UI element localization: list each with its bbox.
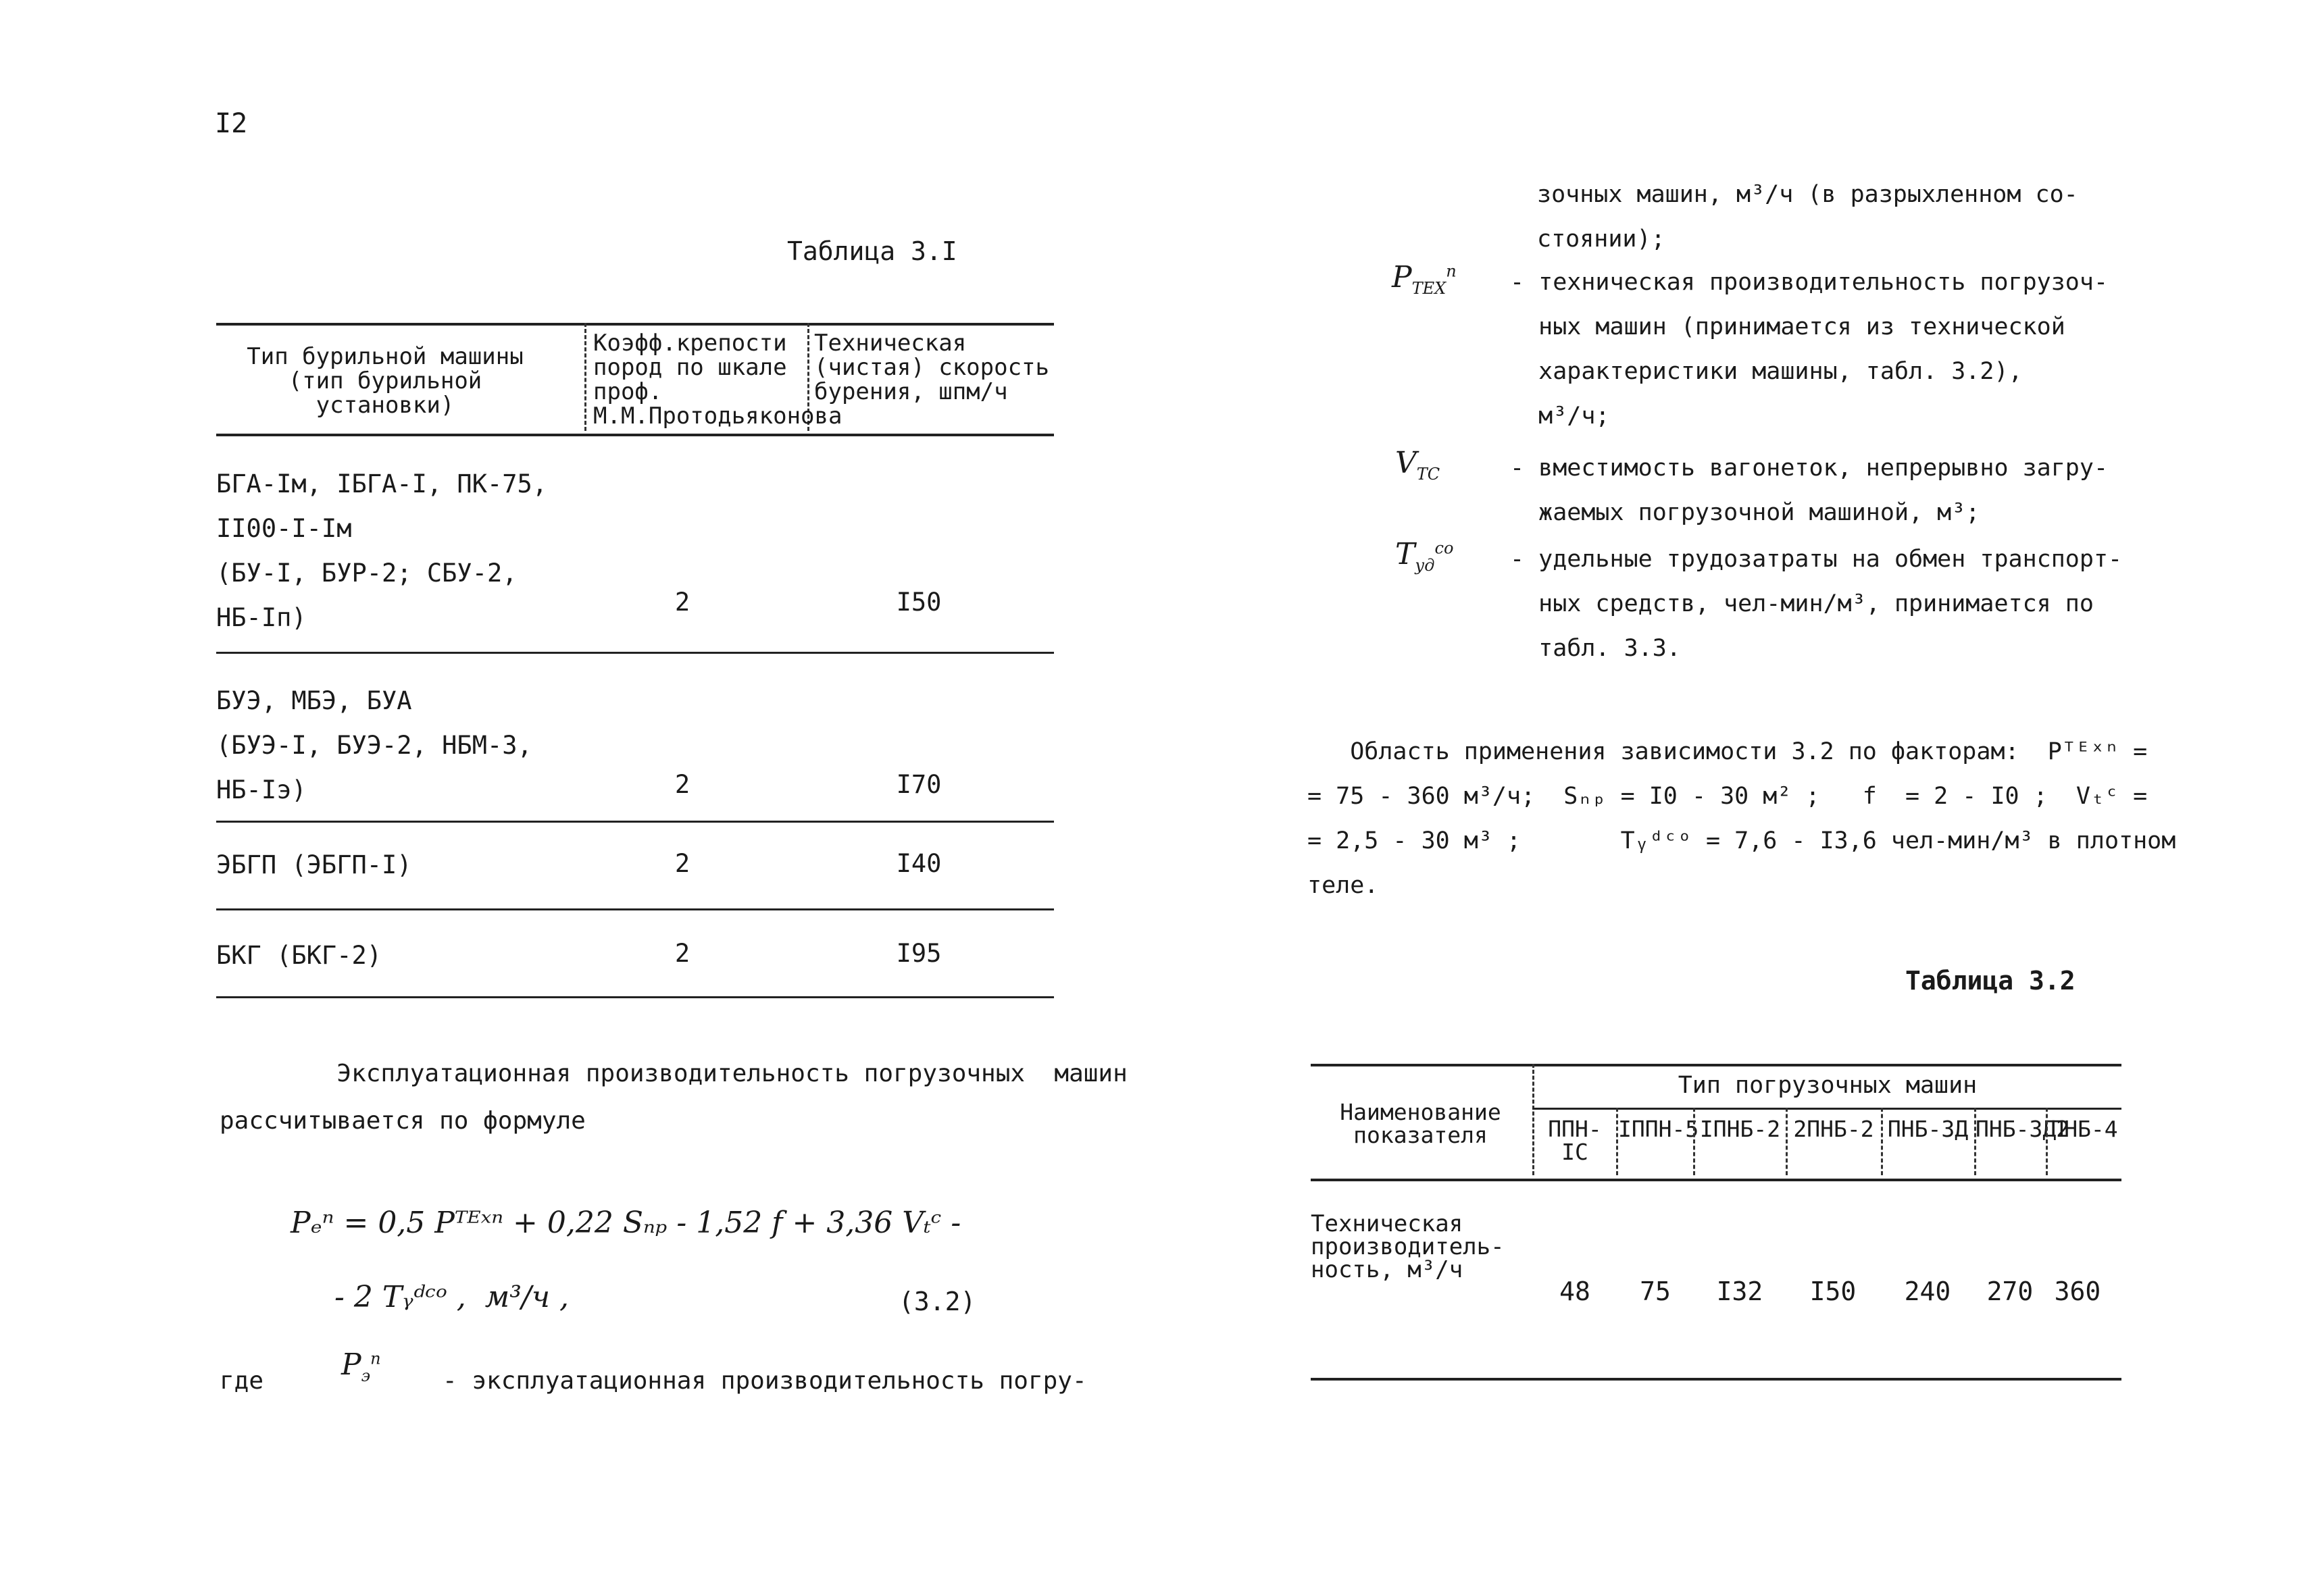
row-divider [216, 652, 1054, 654]
row-header: Наименование показателя [1340, 1099, 1501, 1148]
table-cell-speed: I50 [896, 588, 942, 617]
where-definition: - эксплуатационная производительность погру- [443, 1367, 1087, 1395]
table-cell-coef: 2 [674, 588, 690, 617]
definition-vtc: - вместимость вагонеток, непрерывно загру- жаемых погрузочной машиной, м³; [1510, 455, 2109, 526]
column-divider [1616, 1108, 1618, 1175]
table-cell-value: I32 [1716, 1277, 1763, 1306]
table-cell-speed: I95 [896, 939, 942, 968]
symbol-tud: $T_{уд}^{со}$ [1395, 537, 1454, 575]
column-divider [1693, 1108, 1695, 1175]
row-divider [216, 821, 1054, 823]
machine-header: ПНБ-3Д2 [1976, 1116, 2070, 1142]
column-divider [1786, 1108, 1788, 1175]
table-row-name: ЭБГП (ЭБГП-I) [216, 850, 412, 879]
table-cell-value: 48 [1559, 1277, 1590, 1306]
table-3-2-caption: Таблица 3.2 [1905, 966, 2076, 996]
page-number: I2 [215, 108, 248, 139]
definition-tud: - удельные трудозатраты на обмен транспорт- ных средств, чел-мин/м³, принимается по табл. 3.3. [1510, 546, 2123, 662]
scope-paragraph: Область применения зависимости 3.2 по факторам: Pᵀᴱˣⁿ = = 75 - 360 м³/ч; Sₙₚ = I0 - 30 м² ; f = 2 - I0 ; Vₜᶜ = = 2,5 - 30 м³ ; Tᵧᵈᶜᵒ = 7,6 - I3,6 чел-мин/м³ в плотном теле. [1307, 738, 2176, 899]
row-divider [216, 908, 1054, 910]
group-header: Тип погрузочных машин [1678, 1072, 1978, 1099]
table-row-name: БГА-Iм, IБГА-I, ПК-75, II00-I-Iм (БУ-I, БУР-2; СБУ-2, НБ-Iп) [216, 469, 548, 632]
header-bottom-rule [216, 434, 1054, 436]
column-divider [1532, 1064, 1534, 1175]
group-header-rule [1532, 1108, 2121, 1110]
symbol-ptex: $P_{ТЕХ}^п$ [1392, 260, 1457, 298]
table-cell-value: 270 [1986, 1277, 2034, 1306]
column-divider [584, 323, 586, 431]
machine-header: 2ПНБ-2 [1793, 1116, 1874, 1142]
machine-header: ПНБ-4 [2051, 1116, 2118, 1142]
row-label: Техническая производитель-ность, м³/ч [1311, 1210, 1505, 1283]
machine-header: ПНБ-3Д [1887, 1116, 1969, 1142]
table-cell-value: I50 [1809, 1277, 1857, 1306]
symbol-vtc: $V_{ТС}$ [1395, 446, 1440, 484]
table-row-name: БУЭ, МБЭ, БУА (БУЭ-I, БУЭ-2, НБМ-3, НБ-Iэ) [216, 686, 532, 804]
table-cell-coef: 2 [674, 849, 690, 878]
symbol-pe: $P_э^п$ [341, 1347, 381, 1385]
machine-header: IППН-5 [1618, 1116, 1699, 1142]
where-label: где [220, 1367, 264, 1395]
table-cell-value: 360 [2054, 1277, 2101, 1306]
column-divider [2046, 1108, 2048, 1175]
table-bottom-rule [1311, 1378, 2121, 1381]
intro-paragraph: Эксплуатационная производительность погрузочных машин рассчитывается по формуле [220, 1060, 1128, 1135]
column-header-machine-type: Тип бурильной машины (тип бурильной установки) [247, 343, 524, 419]
table-bottom-rule [216, 996, 1054, 998]
table-cell-speed: I40 [896, 849, 942, 878]
table-cell-coef: 2 [674, 770, 690, 799]
definition-ptex: - техническая производительность погрузоч- ных машин (принимается из технической характеристики машины, табл. 3.2), м³/ч; [1510, 269, 2109, 430]
machine-header: IПНБ-2 [1699, 1116, 1781, 1142]
header-bottom-rule [1311, 1179, 2121, 1181]
table-cell-value: 240 [1904, 1277, 1951, 1306]
column-header-speed: Техническая (чистая) скорость бурения, шпм/ч [814, 330, 1049, 405]
column-divider [1974, 1108, 1976, 1175]
table-3-1-caption: Таблица 3.I [787, 236, 957, 266]
machine-header: ППН-IС [1548, 1116, 1602, 1165]
table-top-rule [1311, 1064, 2121, 1066]
table-cell-value: 75 [1640, 1277, 1671, 1306]
formula-line-2: - 2 Tᵧᵈᶜᵒ , м³/ч , [334, 1280, 570, 1314]
table-top-rule [216, 323, 1054, 326]
definition-continuation: зочных машин, м³/ч (в разрыхленном со- стоянии); [1537, 181, 2078, 253]
column-divider [1881, 1108, 1883, 1175]
formula-line-1: Pₑⁿ = 0,5 Pᵀᴱˣⁿ + 0,22 Sₙₚ - 1,52 f + 3,36 Vₜᶜ - [291, 1206, 961, 1240]
table-cell-speed: I70 [896, 770, 942, 799]
column-header-hardness: Коэфф.крепости пород по шкале проф. М.М.Протодьяконова [593, 330, 842, 430]
table-cell-coef: 2 [674, 939, 690, 968]
formula-number: (3.2) [899, 1287, 976, 1316]
table-row-name: БКГ (БКГ-2) [216, 941, 382, 970]
